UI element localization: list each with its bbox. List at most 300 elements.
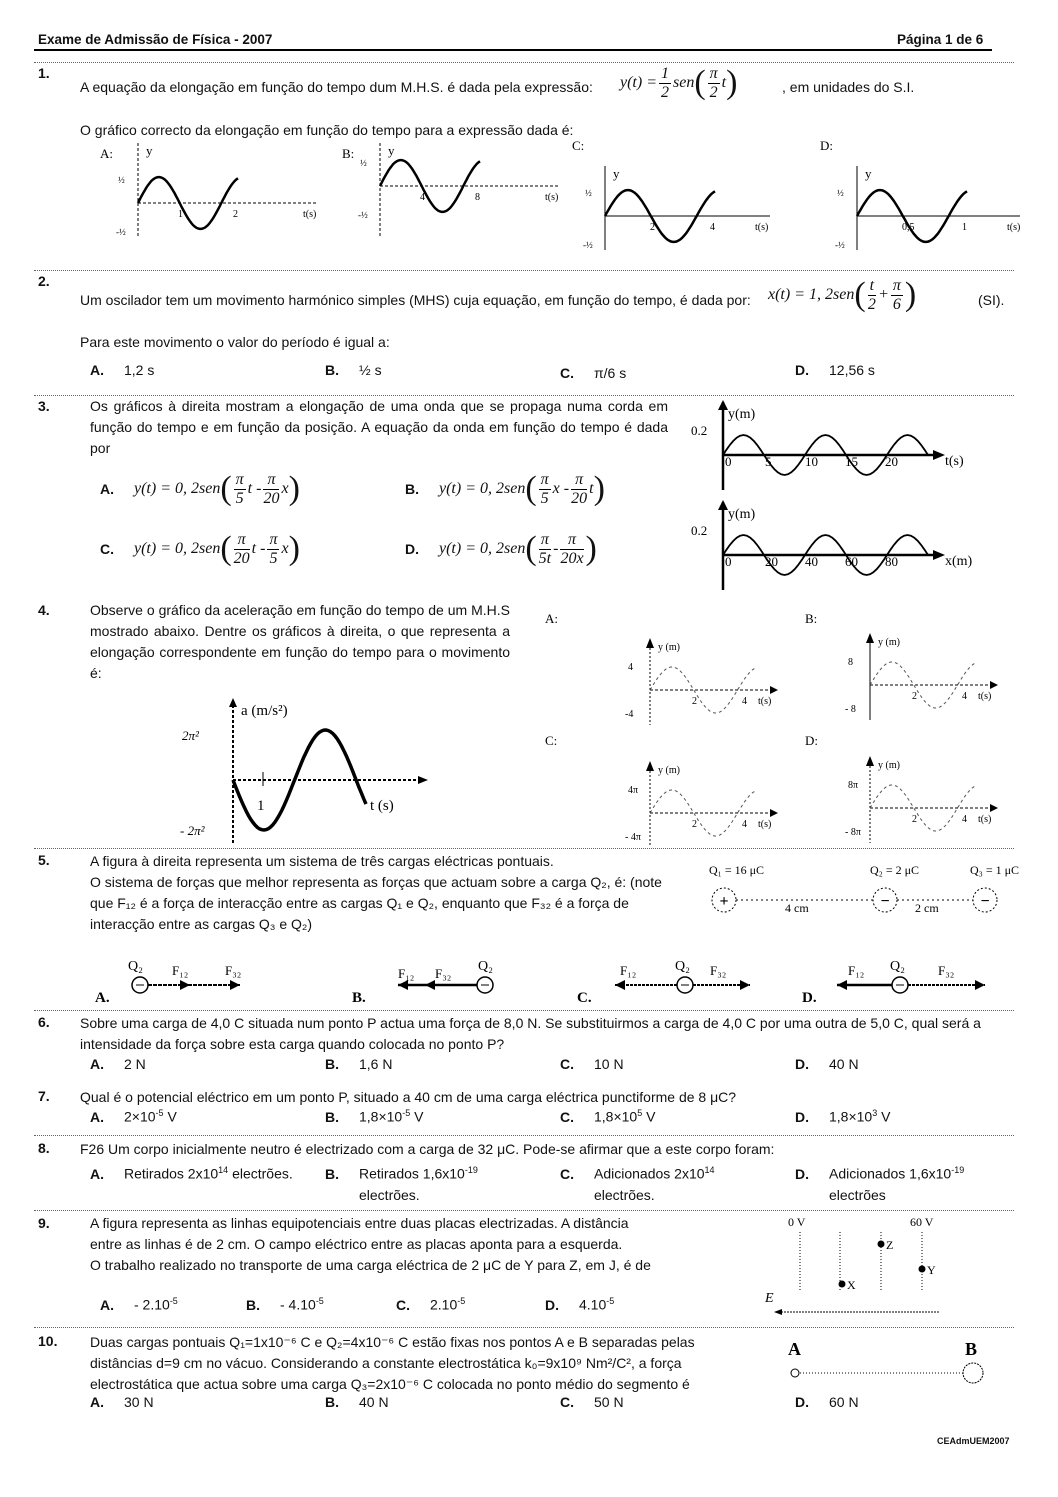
- arrowhead: [180, 980, 190, 990]
- force-option-d[interactable]: [802, 959, 985, 1006]
- question-number: 3.: [38, 398, 50, 414]
- charge-b: [963, 1363, 983, 1383]
- question-text-line: A figura representa as linhas equipotenciais entre duas placas electrizadas. A distância: [90, 1215, 629, 1231]
- graph-a: [100, 143, 318, 238]
- option-text: 40 N: [359, 1394, 389, 1410]
- option-value: 1,8×10: [359, 1108, 403, 1125]
- fraction: [659, 65, 671, 102]
- left-paren: (: [525, 470, 537, 507]
- force-option-c[interactable]: [577, 959, 750, 1006]
- graph-a: [545, 611, 778, 725]
- option-d[interactable]: [795, 1394, 859, 1410]
- equation: [768, 276, 916, 314]
- option-text: 10 N: [594, 1056, 624, 1072]
- question-number: 6.: [38, 1014, 50, 1030]
- x-tick: 20: [885, 454, 898, 469]
- arrowhead: [615, 980, 625, 990]
- force-options[interactable]: [80, 950, 1000, 1010]
- term: x: [281, 480, 289, 497]
- y-axis-label: y: [146, 143, 153, 158]
- x-axis-label: t(s): [978, 691, 992, 702]
- option-c[interactable]: [100, 530, 300, 568]
- option-exponent: -19: [464, 1165, 478, 1175]
- option-value: 2.10: [430, 1296, 458, 1313]
- option-letter: D.: [795, 1108, 809, 1125]
- x-axis-label: t(s): [945, 454, 964, 469]
- option-text: 40 N: [829, 1056, 859, 1072]
- segment-figure: [780, 1335, 1000, 1385]
- question-text-line: interacção entre as cargas Q₃ e Q₂): [90, 916, 313, 932]
- option-exponent: 5: [637, 1108, 643, 1118]
- question-text: Sobre uma carga de 4,0 C situada num ponto P actua uma força de 8,0 N. Se substituirmos a carga de 4,0 C por uma outra de 5,0 C, qual será a intensidade da força sobre esta carga quando colocada no ponto P?: [80, 1015, 981, 1052]
- x-tick: 80: [885, 554, 898, 569]
- charge-sign: +: [719, 893, 729, 910]
- force-option-b[interactable]: [352, 959, 493, 1006]
- option-d[interactable]: [795, 362, 875, 378]
- option-exponent: 3: [872, 1108, 878, 1118]
- equation-lhs: y(t) =: [620, 74, 657, 91]
- charge-label: Q₂: [890, 959, 905, 974]
- numerator: π: [263, 471, 279, 490]
- option-value: 2×10: [124, 1108, 156, 1125]
- y-tick-top: ½: [585, 188, 592, 198]
- y-axis-arrow: [646, 638, 654, 648]
- question-text-line: distâncias d=9 cm no vácuo. Considerando a constante electrostática k₀=9x10⁹ Nm²/C², a força: [90, 1355, 682, 1371]
- x-tick: 60: [845, 554, 858, 569]
- equation-lhs: y(t) = 0, 2sen: [134, 540, 221, 557]
- denominator: 5: [269, 549, 278, 567]
- denominator: 5t: [538, 549, 552, 567]
- option-text: electrões.: [594, 1186, 655, 1203]
- y-tick-bottom: -4: [625, 709, 634, 720]
- question-number: 9.: [38, 1215, 50, 1231]
- numerator: π: [571, 471, 587, 490]
- y-axis-label: y: [613, 166, 620, 181]
- option-text: 1,2 s: [124, 362, 155, 378]
- y-axis-label: y(m): [728, 407, 756, 422]
- option-letter: C.: [560, 1108, 574, 1125]
- wave-graph-x: [691, 500, 973, 590]
- point-label: A: [788, 1339, 801, 1359]
- fraction: [891, 277, 903, 314]
- option-c[interactable]: [560, 1394, 624, 1410]
- option-letter: C.: [560, 1165, 574, 1182]
- denominator: 2: [661, 83, 669, 101]
- x-axis-arrow: [770, 809, 778, 817]
- denominator: 2: [867, 295, 876, 313]
- question-text: Observe o gráfico da aceleração em função do tempo de um M.H.S mostrado abaixo. Dentre os gráficos à direita, o que representa a elongação correspondente em função do tempo para o movimento é:: [90, 602, 510, 681]
- option-d[interactable]: [795, 1108, 890, 1125]
- option-c[interactable]: [560, 365, 626, 381]
- distance-label: 2 cm: [915, 901, 939, 915]
- option-exponent: 14: [218, 1165, 229, 1175]
- option-letter: B.: [325, 362, 339, 378]
- x-tick: 2: [650, 222, 655, 233]
- equation-lhs: x(t) = 1, 2: [768, 286, 833, 303]
- x-axis-label: t(s): [758, 696, 772, 707]
- x-tick: 0: [725, 554, 732, 569]
- distance-label: 4 cm: [785, 901, 809, 915]
- option-exponent: -5: [402, 1108, 411, 1118]
- wave-graphs: [685, 398, 1005, 598]
- option-letter: D.: [795, 1165, 809, 1182]
- separator: [34, 62, 1014, 63]
- equation: [620, 64, 737, 102]
- option-letter: B.: [405, 481, 419, 497]
- option-letter: A.: [90, 1108, 104, 1125]
- y-tick-bottom: - 8π: [845, 827, 861, 838]
- graph-label: C:: [572, 138, 585, 153]
- question-number: 7.: [38, 1088, 50, 1104]
- x-tick: 1: [178, 209, 183, 220]
- x-axis-arrow: [933, 450, 945, 460]
- question-number: 1.: [38, 65, 50, 81]
- option-value: 4.10: [579, 1296, 607, 1313]
- option-a[interactable]: [100, 1296, 178, 1313]
- fraction: [539, 531, 551, 568]
- x-axis-label: t(s): [303, 209, 317, 220]
- y-tick-bottom: - 8: [845, 704, 856, 715]
- x-axis-label: t(s): [978, 814, 992, 825]
- graph-c: [572, 138, 770, 250]
- option-text: Retirados 2x10: [124, 1165, 219, 1182]
- question-text-line: O sistema de forças que melhor representa as forças que actuam sobre a carga Q₂, é: (note: [90, 874, 662, 890]
- numerator: π: [892, 276, 901, 294]
- y-tick-top: ½: [360, 158, 367, 168]
- option-a[interactable]: [90, 1108, 177, 1125]
- option-d[interactable]: [795, 1160, 964, 1206]
- option-text: electrões.: [359, 1186, 420, 1203]
- denominator: 20: [263, 489, 280, 507]
- term: -: [553, 540, 559, 557]
- x-axis-label: t(s): [1007, 222, 1020, 233]
- denominator: 6: [892, 295, 901, 313]
- exam-title: Exame de Admissão de Física - 2007: [38, 32, 273, 47]
- voltage-label: 60 V: [910, 1215, 934, 1229]
- option-a[interactable]: [100, 470, 300, 508]
- denominator: 20: [571, 489, 588, 507]
- separator: [34, 1210, 1014, 1211]
- option-exponent: -5: [315, 1296, 324, 1306]
- question-text-line: entre as linhas é de 2 cm. O campo eléctrico entre as placas aponta para a esquerda.: [90, 1236, 623, 1252]
- option-exponent: 14: [704, 1165, 715, 1175]
- footer-code: CEAdmUEM2007: [937, 1436, 1010, 1446]
- option-unit: V: [642, 1108, 656, 1125]
- charge-label: Q₂ = 2 μC: [870, 863, 920, 877]
- equation-lhs: y(t) = 0, 2sen: [439, 480, 526, 497]
- option-letter: D.: [802, 990, 817, 1006]
- x-tick: 2: [912, 691, 917, 702]
- denominator: 5: [235, 489, 244, 507]
- option-letter: B.: [246, 1296, 260, 1313]
- graph-c: [545, 733, 778, 845]
- option-letter: B.: [325, 1394, 339, 1410]
- option-value: 1,8×10: [594, 1108, 638, 1125]
- option-a[interactable]: [90, 1160, 293, 1185]
- option-text: 30 N: [124, 1394, 154, 1410]
- graph-label: A:: [545, 611, 558, 626]
- x-tick: 40: [805, 554, 818, 569]
- denominator: 20: [233, 549, 250, 567]
- option-text: Retirados 1,6x10: [359, 1165, 465, 1182]
- acceleration-graph: [180, 695, 430, 845]
- graph-label: D:: [805, 733, 818, 748]
- question-text: Qual é o potencial eléctrico em um ponto P, situado a 40 cm de uma carga eléctrica punctiforme de 8 μC?: [80, 1089, 737, 1105]
- x-tick: 4: [742, 819, 747, 830]
- numerator: π: [234, 531, 250, 550]
- option-value: - 2.10: [134, 1296, 170, 1313]
- option-b[interactable]: [405, 470, 605, 508]
- option-letter: D.: [795, 362, 809, 378]
- x-tick: 0,5: [902, 222, 915, 233]
- field-arrowhead: [774, 1309, 782, 1315]
- option-d[interactable]: [545, 1296, 614, 1313]
- answer-graphs: [540, 605, 1010, 845]
- answer-graphs: [80, 138, 1020, 258]
- term: x -: [552, 480, 570, 497]
- option-exponent: -5: [169, 1296, 178, 1306]
- x-axis-arrow: [990, 804, 998, 812]
- x-tick: 2: [233, 209, 238, 220]
- graph-label: C:: [545, 733, 558, 748]
- x-tick: 4: [710, 222, 715, 233]
- x-tick: 4: [962, 814, 967, 825]
- arrowhead: [975, 980, 985, 990]
- force-option-a[interactable]: [95, 959, 241, 1006]
- option-b[interactable]: [325, 1394, 389, 1410]
- charge-label: Q₂: [675, 959, 690, 974]
- charge-label: Q₃ = 1 μC: [970, 863, 1020, 877]
- charge-a: [791, 1369, 799, 1377]
- option-d[interactable]: [405, 530, 597, 568]
- question-number: 4.: [38, 602, 50, 618]
- option-exponent: -5: [457, 1296, 466, 1306]
- left-paren: (: [525, 530, 537, 567]
- option-c[interactable]: [560, 1160, 715, 1206]
- y-tick-top: 8: [848, 657, 853, 668]
- y-axis-label: y: [388, 143, 395, 158]
- x-tick: 4: [420, 192, 425, 203]
- fraction: [868, 277, 876, 314]
- option-letter: D.: [795, 1394, 809, 1410]
- separator: [34, 1135, 1014, 1136]
- wave-graph-t: [691, 400, 964, 490]
- y-tick-top: 4: [628, 662, 633, 673]
- question-prompt: Para este movimento o valor do período é igual a:: [80, 334, 390, 350]
- voltage-label: 0 V: [788, 1215, 806, 1229]
- equipotential-figure: [760, 1212, 960, 1324]
- right-paren: ): [288, 470, 300, 507]
- y-axis-label: y(m): [728, 507, 756, 522]
- right-paren: ): [288, 530, 300, 567]
- option-b[interactable]: [325, 1160, 478, 1206]
- denominator: 5: [540, 489, 549, 507]
- y-axis-label: y (m): [658, 765, 680, 776]
- right-paren: ): [904, 276, 917, 313]
- option-text: 12,56 s: [829, 362, 875, 378]
- numerator: π: [539, 531, 551, 550]
- function-name: sen: [833, 286, 855, 303]
- option-text: 60 N: [829, 1394, 859, 1410]
- y-axis-label: y (m): [878, 760, 900, 771]
- fraction: [560, 531, 583, 568]
- left-paren: (: [854, 276, 866, 313]
- numerator: π: [235, 470, 244, 488]
- option-text: electrões: [829, 1186, 886, 1203]
- force-label: F₃₂: [435, 966, 452, 981]
- option-b[interactable]: [246, 1296, 324, 1313]
- numerator: π: [269, 530, 278, 548]
- option-b[interactable]: [325, 1056, 392, 1072]
- graph-label: B:: [805, 611, 818, 626]
- y-tick: 0.2: [691, 423, 708, 438]
- y-axis-arrow: [866, 633, 874, 643]
- question-text-line: que F₁₂ é a força de interacção entre as cargas Q₁ e Q₂, enquanto que F₃₂ é a força de: [90, 895, 629, 911]
- option-text: electrões.: [228, 1165, 293, 1182]
- question-text: F26 Um corpo inicialmente neutro é electrizado com a carga de 32 μC. Pode-se afirmar que a este corpo foram:: [80, 1141, 775, 1157]
- y-tick-bottom: -½: [116, 227, 126, 237]
- x-tick: 1: [257, 798, 265, 814]
- x-tick: 2: [692, 819, 697, 830]
- option-letter: B.: [325, 1056, 339, 1072]
- fraction: [263, 471, 279, 508]
- y-axis-label: a (m/s²): [241, 703, 288, 719]
- graph-label: B:: [342, 146, 355, 161]
- fraction: [571, 471, 587, 508]
- force-label: F₁₂: [398, 966, 415, 981]
- point-marker: [839, 1281, 846, 1288]
- term: x: [281, 540, 289, 557]
- question-text: Um oscilador tem um movimento harmónico simples (MHS) cuja equação, em função do tempo, é dada por:: [80, 292, 751, 308]
- graph-label: A:: [100, 146, 113, 161]
- x-tick: 15: [845, 454, 858, 469]
- graph-d: [820, 138, 1020, 250]
- graph-b: [805, 611, 998, 720]
- option-c[interactable]: [560, 1056, 624, 1072]
- option-exponent: -19: [951, 1165, 965, 1175]
- left-paren: (: [220, 470, 232, 507]
- point-marker: [919, 1266, 926, 1273]
- header-rule: [34, 49, 992, 51]
- y-axis-arrow: [866, 756, 874, 766]
- charge-sign: −: [980, 893, 990, 910]
- option-text: ½ s: [359, 362, 382, 378]
- y-tick-bottom: - 2π²: [180, 823, 205, 838]
- question-number: 5.: [38, 852, 50, 868]
- force-label: F₁₂: [172, 963, 189, 978]
- x-tick: 8: [475, 192, 480, 203]
- fraction: [267, 531, 279, 568]
- y-tick-top: ½: [837, 188, 844, 198]
- option-d[interactable]: [795, 1056, 859, 1072]
- option-text: 1,6 N: [359, 1056, 393, 1072]
- y-axis-arrow: [229, 698, 237, 707]
- left-paren: (: [694, 64, 706, 101]
- numerator: π: [540, 470, 549, 488]
- separator: [34, 1010, 1014, 1011]
- option-unit: V: [877, 1108, 891, 1125]
- option-value: - 4.10: [280, 1296, 316, 1313]
- y-axis-arrow: [718, 500, 728, 510]
- y-tick-top: 2π²: [182, 728, 199, 743]
- graph-b: [342, 143, 560, 238]
- arrowhead: [837, 980, 847, 990]
- option-c[interactable]: [560, 1108, 655, 1125]
- x-tick: 4: [962, 691, 967, 702]
- point-marker: [878, 1241, 885, 1248]
- force-label: F₃₂: [938, 963, 955, 978]
- y-tick-bottom: -½: [835, 240, 845, 250]
- y-tick: 0.2: [691, 523, 708, 538]
- variable: t: [721, 74, 727, 91]
- option-letter: A.: [100, 1296, 114, 1313]
- option-c[interactable]: [396, 1296, 465, 1313]
- x-axis-label: t(s): [755, 222, 769, 233]
- equation-lhs: y(t) = 0, 2sen: [439, 540, 526, 557]
- x-tick: 1: [962, 222, 967, 233]
- y-axis-arrow: [646, 761, 654, 771]
- question-text-line: A figura à direita representa um sistema de três cargas eléctricas pontuais.: [90, 853, 554, 869]
- right-paren: ): [585, 530, 597, 567]
- option-value: 1,8×10: [829, 1108, 873, 1125]
- term: t -: [251, 540, 266, 557]
- option-letter: D.: [795, 1056, 809, 1072]
- option-letter: A.: [100, 481, 114, 497]
- x-axis-arrow: [990, 681, 998, 689]
- y-tick-bottom: -½: [358, 210, 368, 220]
- denominator: 20x: [560, 549, 584, 567]
- question-text-suffix: , em unidades do S.I.: [782, 79, 915, 95]
- question-text-line: electrostática que actua sobre uma carga Q₃=2x10⁻⁶ C colocada no ponto médio do segmento é: [90, 1376, 690, 1392]
- option-a[interactable]: [90, 362, 154, 378]
- option-text: 2 N: [124, 1056, 146, 1072]
- equation-lhs: y(t) = 0, 2sen: [134, 480, 221, 497]
- function-name: sen: [673, 74, 695, 91]
- y-tick-bottom: -½: [583, 240, 593, 250]
- x-axis-label: x(m): [945, 554, 973, 569]
- option-exponent: -5: [606, 1296, 615, 1306]
- page-number: Página 1 de 6: [897, 32, 984, 47]
- numerator: t: [869, 276, 875, 294]
- charge-label: Q₂: [128, 959, 143, 974]
- option-letter: C.: [560, 365, 574, 381]
- question-prompt: O gráfico correcto da elongação em função do tempo para a expressão dada é:: [80, 122, 574, 138]
- option-a[interactable]: [90, 1056, 146, 1072]
- option-b[interactable]: [325, 1108, 423, 1125]
- question-text-line: O trabalho realizado no transporte de uma carga eléctrica de 2 μC de Y para Z, em J, é de: [90, 1257, 651, 1273]
- point-label: X: [847, 1278, 856, 1292]
- y-tick-top: 4π: [628, 785, 639, 796]
- option-letter: A.: [90, 1056, 104, 1072]
- graph-label: D:: [820, 138, 833, 153]
- option-letter: D.: [405, 541, 419, 557]
- option-a[interactable]: [90, 1394, 154, 1410]
- numerator: π: [709, 64, 718, 82]
- x-tick: 4: [742, 696, 747, 707]
- x-axis-label: t (s): [370, 798, 394, 814]
- field-label: E: [765, 1291, 774, 1306]
- term: t -: [247, 480, 262, 497]
- separator: [34, 1327, 1014, 1328]
- fraction: [234, 471, 246, 508]
- arrowhead: [425, 980, 435, 990]
- option-letter: B.: [352, 990, 366, 1006]
- option-b[interactable]: [325, 362, 382, 378]
- separator: [34, 270, 1014, 271]
- option-letter: C.: [560, 1394, 574, 1410]
- x-axis-label: t(s): [545, 192, 559, 203]
- force-label: F₃₂: [225, 963, 242, 978]
